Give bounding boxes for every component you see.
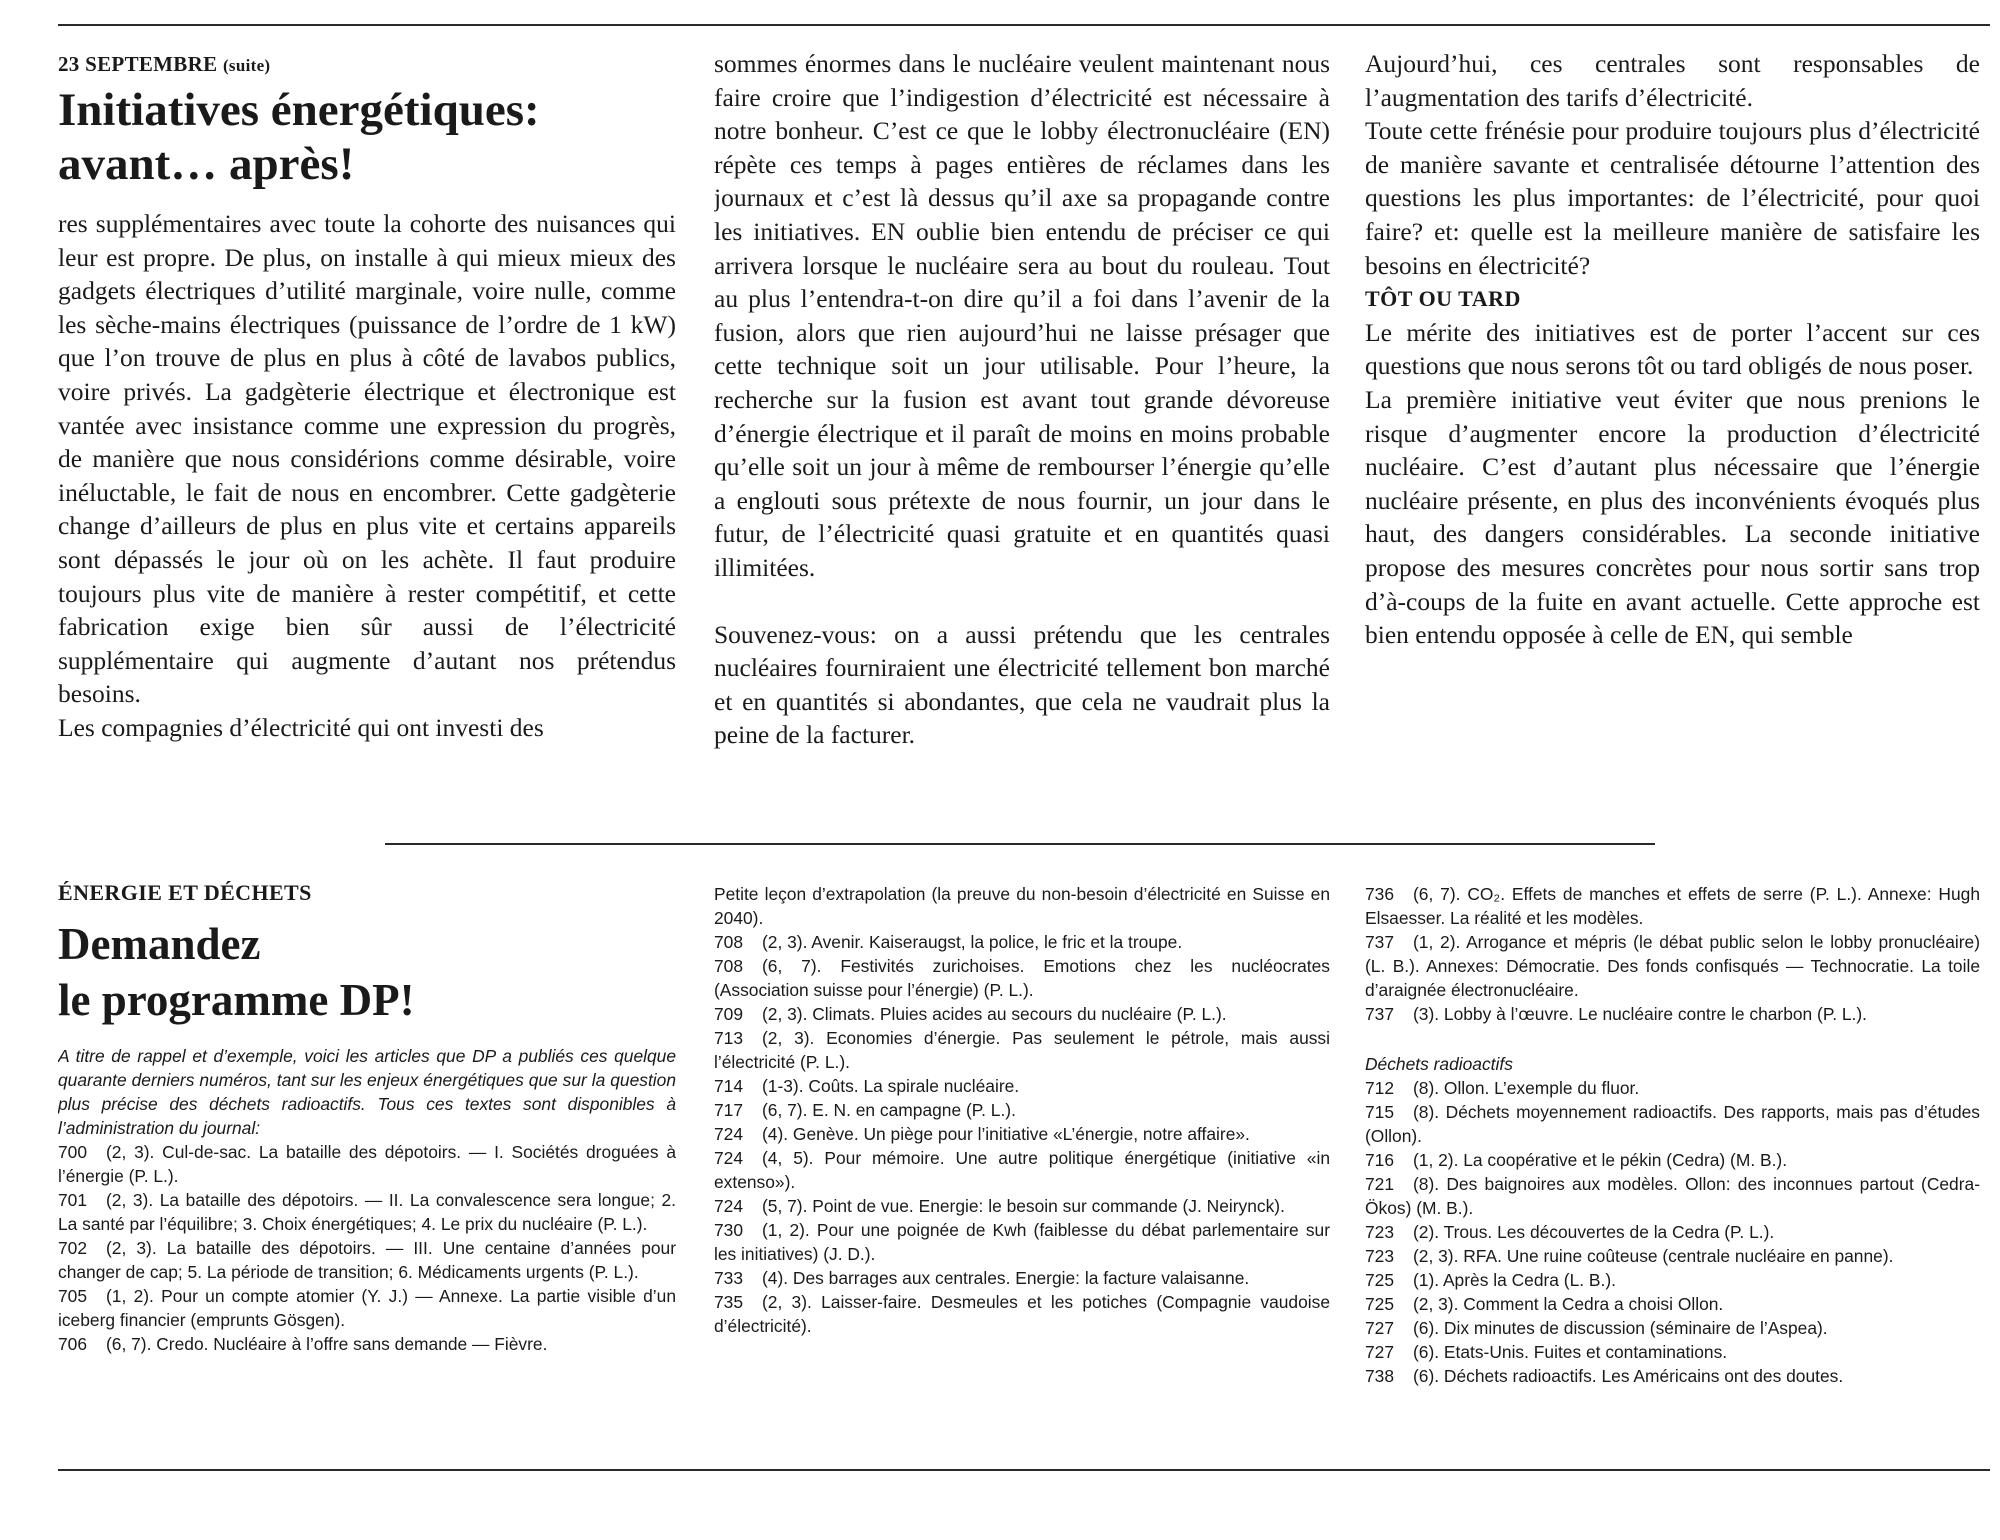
list-item: 716 (1, 2). La coopérative et le pékin (Cedra) (M. B.). (1365, 1150, 1788, 1170)
list-item: 738 (6). Déchets radioactifs. Les Américains ont des doutes. (1365, 1366, 1844, 1386)
list-item: 737 (1, 2). Arrogance et mépris (le débat public selon le lobby pronucléaire) (L. B.). Annexes: Démocratie. Des fonds confisqués — Technocratie. La toile d’araignée électronucléaire. (1365, 932, 1980, 1000)
list-item: 725 (2, 3). Comment la Cedra a choisi Ollon. (1365, 1294, 1724, 1314)
article-list (58, 1044, 676, 1356)
paragraph: Aujourd’hui, ces centrales sont responsables de l’augmentation des tarifs d’électricité. (1365, 49, 1980, 112)
paragraph: Les compagnies d’électricité qui ont investi des (58, 712, 544, 742)
list-item: 737 (3). Lobby à l’œuvre. Le nucléaire contre le charbon (P. L.). (1365, 1004, 1867, 1024)
article-headline: Demandez le programme DP! (58, 919, 415, 1025)
category-heading: Déchets radioactifs (1365, 1054, 1513, 1074)
list-item: 702 (2, 3). La bataille des dépotoirs. — III. Une centaine d’années pour changer de cap; 5. La période de transition; 6. Médicaments urgents (P. L.). (58, 1238, 676, 1282)
article-headline: Initiatives énergétiques: avant… après! (58, 84, 540, 190)
list-item: 708 (6, 7). Festivités zurichoises. Emotions chez les nucléocrates (Association suisse pour l’énergie) (P. L.). (714, 956, 1330, 1000)
list-item: 730 (1, 2). Pour une poignée de Kwh (faiblesse du débat parlementaire sur les initiatives) (J. D.). (714, 1220, 1330, 1264)
list-item: 724 (4, 5). Pour mémoire. Une autre politique énergétique (initiative «in extenso»). (714, 1148, 1330, 1192)
list-item: 721 (8). Des baignoires aux modèles. Ollon: des inconnues partout (Cedra-Ökos) (M. B.). (1365, 1174, 1980, 1218)
list-item: 712 (8). Ollon. L’exemple du fluor. (1365, 1078, 1640, 1098)
list-item: 723 (2, 3). RFA. Une ruine coûteuse (centrale nucléaire en panne). (1365, 1246, 1894, 1266)
paragraph: Le mérite des initiatives est de porter l’accent sur ces questions que nous serons tôt ou tard obligés de nous poser. (1365, 317, 1980, 381)
list-item: 727 (6). Dix minutes de discussion (séminaire de l’Aspea). (1365, 1318, 1828, 1338)
list-item: 717 (6, 7). E. N. en campagne (P. L.). (714, 1100, 1016, 1120)
list-item: 705 (1, 2). Pour un compte atomier (Y. J.) — Annexe. La partie visible d’un iceberg financier (emprunts Gösgen). (58, 1286, 676, 1330)
article-bottom-col1 (58, 880, 676, 1450)
list-item: 713 (2, 3). Economies d’énergie. Pas seulement le pétrole, mais aussi l’électricité (P. L.). (714, 1028, 1330, 1072)
paragraph: res supplémentaires avec toute la cohorte des nuisances qui leur est propre. De plus, on installe à qui mieux mieux des gadgets électriques d’utilité marginale, voire nulle, comme les sèche-mains électriques (puissance de l’ordre de 1 kW) que l’on trouve de plus en plus à côté de lavabos publics, voire privés. La gadgèterie électrique et électronique est vantée avec insistance comme une expression du progrès, de manière que nous considérions comme désirable, voire inéluctable, le fait de nous en encombrer. Cette gadgèterie change d’ailleurs de plus en plus vite et certains appareils sont dépassés le jour où on les achète. Il faut produire toujours plus vite de manière à rester compétitif, et cette fabrication exige bien sûr aussi de l’électricité supplémentaire qui augmente d’autant nos prétendus besoins. (58, 209, 676, 709)
list-item: 725 (1). Après la Cedra (L. B.). (1365, 1270, 1616, 1290)
paragraph: Souvenez-vous: on a aussi prétendu que les centrales nucléaires fourniraient une électricité tellement bon marché et en quantités si abondantes, que cela ne vaudrait plus la peine de la facturer. (714, 619, 1330, 750)
list-item: 715 (8). Déchets moyennement radioactifs. Des rapports, mais pas d’études (Ollon). (1365, 1102, 1980, 1146)
list-item: 708 (2, 3). Avenir. Kaiseraugst, la police, le fric et la troupe. (714, 932, 1183, 952)
list-item: 700 (2, 3). Cul-de-sac. La bataille des dépotoirs. — I. Sociétés droguées à l’énergie (P. L.). (58, 1142, 676, 1186)
article-kicker: 23 SEPTEMBRE (suite) (58, 52, 271, 76)
intro-text: A titre de rappel et d’exemple, voici les articles que DP a publiés ces quelque quarante derniers numéros, tant sur les enjeux énergétiques que sur la question plus précise des déchets radioactifs. Tous ces textes sont disponibles à l’administration du journal: (58, 1046, 676, 1138)
article-top-col2 (714, 47, 1330, 822)
list-item: 724 (4). Genève. Un piège pour l’initiative «L’énergie, notre affaire». (714, 1124, 1250, 1144)
article-kicker: ÉNERGIE ET DÉCHETS (58, 880, 312, 905)
list-item: 701 (2, 3). La bataille des dépotoirs. — II. La convalescence sera longue; 2. La santé par l’équilibre; 3. Choix énergétiques; 4. Le prix du nucléaire (P. L.). (58, 1190, 676, 1234)
list-item: 709 (2, 3). Climats. Pluies acides au secours du nucléaire (P. L.). (714, 1004, 1227, 1024)
article-top-col3 (1365, 47, 1980, 822)
article-top-col1 (58, 52, 676, 822)
list-item: 706 (6, 7). Credo. Nucléaire à l’offre sans demande — Fièvre. (58, 1334, 548, 1354)
article-body (58, 207, 676, 745)
list-item: 735 (2, 3). Laisser-faire. Desmeules et les potiches (Compagnie vaudoise d’électricité). (714, 1292, 1330, 1336)
top-rule (58, 24, 1990, 26)
list-item: 733 (4). Des barrages aux centrales. Energie: la facture valaisanne. (714, 1268, 1250, 1288)
paragraph: Toute cette frénésie pour produire toujours plus d’électricité de manière savante et centralisée détourne l’attention des questions les plus importantes: de l’électricité, pour quoi faire? et: quelle est la meilleure manière de satisfaire les besoins en électricité? (1365, 116, 1980, 280)
list-item: 723 (2). Trous. Les découvertes de la Cedra (P. L.). (1365, 1222, 1775, 1242)
list-item: 714 (1-3). Coûts. La spirale nucléaire. (714, 1076, 1020, 1096)
list-item: 727 (6). Etats-Unis. Fuites et contaminations. (1365, 1342, 1728, 1362)
middle-rule (385, 843, 1655, 845)
bottom-rule (58, 1469, 1990, 1471)
paragraph: sommes énormes dans le nucléaire veulent maintenant nous faire croire que l’indigestion d’électricité est nécessaire à notre bonheur. C’est ce que le lobby électronucléaire (EN) répète ces temps à pages entières de réclames dans les journaux et c’est là dessus qu’il axe sa propagande contre les initiatives. EN oublie bien entendu de préciser ce qui arrivera lorsque le nucléaire sera au bout du rouleau. Tout au plus l’entendra-t-on dire qu’il a foi dans l’avenir de la fusion, alors que rien aujourd’hui ne laisse présager que cette technique soit un jour utilisable. Pour l’heure, la recherche sur la fusion est avant tout grande dévoreuse d’énergie électrique et il paraît de moins en moins probable qu’elle soit un jour à même de rembourser l’énergie qu’elle a englouti sous prétexte de nous fournir, un jour dans le futur, de l’électricité quasi gratuite et en quantités quasi illimitées. (714, 49, 1330, 582)
section-subhead: TÔT OU TARD (1365, 286, 1521, 312)
article-bottom-col3 (1365, 882, 1980, 1452)
list-item: 724 (5, 7). Point de vue. Energie: le besoin sur commande (J. Neirynck). (714, 1196, 1285, 1216)
list-item: 736 (6, 7). CO₂. Effets de manches et effets de serre (P. L.). Annexe: Hugh Elsaesser. La réalité et les modèles. (1365, 884, 1980, 928)
list-item: Petite leçon d’extrapolation (la preuve du non-besoin d’électricité en Suisse en 2040). (714, 884, 1330, 928)
article-bottom-col2 (714, 882, 1330, 1452)
paragraph: La première initiative veut éviter que nous prenions le risque d’augmenter encore la production d’électricité nucléaire. C’est d’autant plus nécessaire que l’énergie nucléaire présente, en plus des inconvénients évoqués plus haut, des dangers considérables. La seconde initiative propose des mesures concrètes pour nous sortir sans trop d’à-coups de la fuite en avant actuelle. Cette approche est bien entendu opposée à celle de EN, qui semble (1365, 384, 1980, 650)
